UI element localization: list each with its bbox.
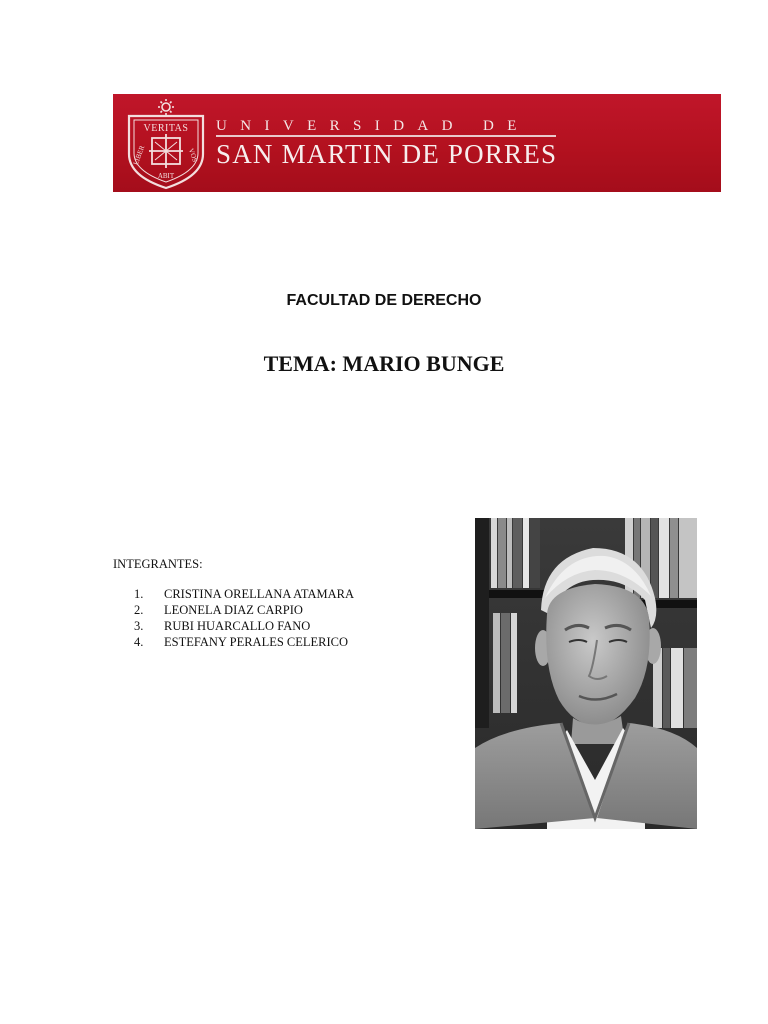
members-heading: INTEGRANTES: bbox=[113, 557, 203, 571]
list-item bbox=[113, 602, 354, 618]
portrait-illustration bbox=[475, 518, 697, 829]
list-item-number: 2. bbox=[134, 603, 144, 617]
university-name-line2: SAN MARTIN DE PORRES bbox=[216, 139, 558, 169]
faculty-title: FACULTAD DE DERECHO bbox=[286, 292, 482, 309]
list-item bbox=[113, 634, 354, 650]
topic-title: TEMA: MARIO BUNGE bbox=[263, 351, 505, 376]
seal-motto-top: VERITAS bbox=[143, 123, 189, 134]
list-item-name: LEONELA DIAZ CARPIO bbox=[164, 603, 303, 617]
svg-text:VOS: VOS bbox=[186, 147, 200, 164]
list-item-number: 3. bbox=[134, 619, 144, 633]
list-item bbox=[113, 618, 354, 634]
list-item-name: ESTEFANY PERALES CELERICO bbox=[164, 635, 349, 649]
svg-text:ABIT: ABIT bbox=[157, 172, 175, 180]
banner-divider bbox=[216, 135, 556, 137]
list-item-name: CRISTINA ORELLANA ATAMARA bbox=[164, 587, 354, 601]
list-item-number: 4. bbox=[134, 635, 144, 649]
svg-text:LIBER: LIBER bbox=[131, 144, 147, 167]
portrait-photo bbox=[475, 518, 697, 829]
university-name-line1: UNIVERSIDAD DE bbox=[216, 118, 530, 134]
list-item-name: RUBI HUARCALLO FANO bbox=[164, 619, 311, 633]
university-seal-logo bbox=[125, 98, 207, 190]
members-list bbox=[113, 586, 354, 650]
list-item-number: 1. bbox=[134, 587, 144, 601]
list-item bbox=[113, 586, 354, 602]
university-banner bbox=[113, 94, 721, 192]
